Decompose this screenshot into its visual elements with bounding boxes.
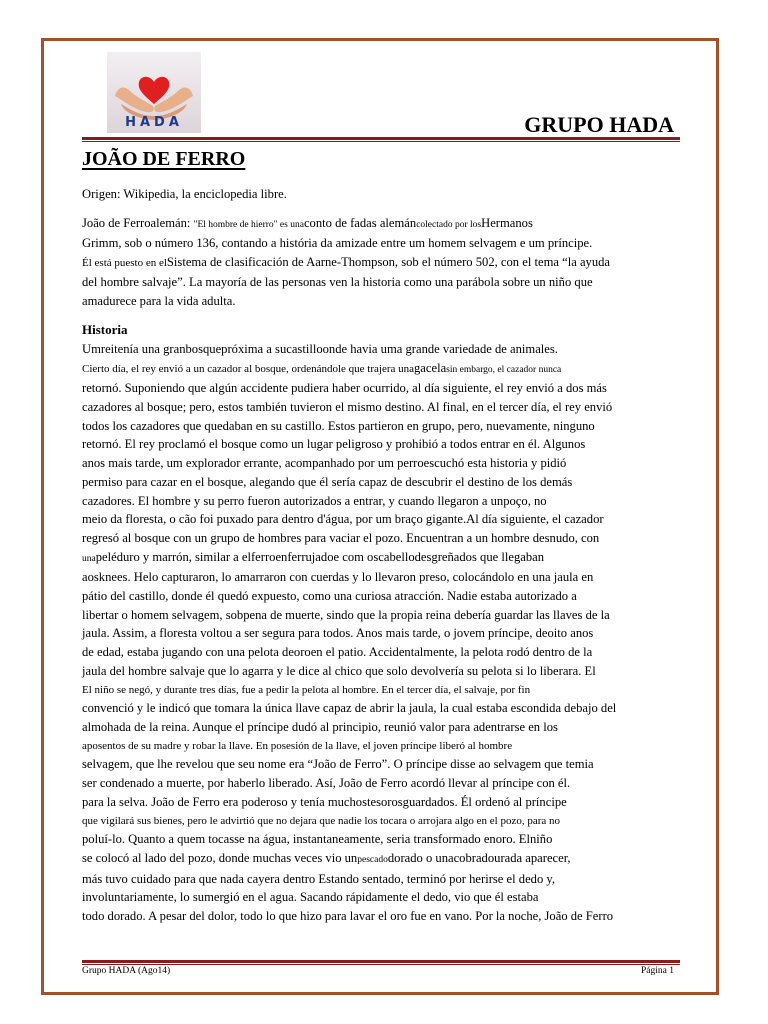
text-run: gacela bbox=[414, 360, 447, 375]
text-line: poluí-lo. Quanto a quem tocasse na água, instantaneamente, seria transformado enoro. Elniño bbox=[82, 832, 553, 847]
text-run: peléduro y marrón, similar a elferroenferrujadoe com oscabellodesgreñados que llegaban bbox=[95, 549, 545, 564]
text-line: permiso para cazar en el bosque, alegando que él sería capaz de descubrir el destino de los demás bbox=[82, 474, 573, 489]
text-line: que vigilará sus bienes, pero le advirtió que no dejara que nadie los tocara o arrojara algo en el pozo, para no bbox=[82, 814, 561, 827]
header-rule-thin bbox=[82, 141, 680, 142]
text-line: aosknees. Helo capturaron, lo amarraron con cuerdas y lo llevaron preso, colocándolo en una jaula en bbox=[82, 570, 594, 585]
text-line: selvagem, que lhe revelou que seu nome era “João de Ferro”. O príncipe disse ao selvagem que temia bbox=[82, 757, 594, 772]
text-line: Umreitenía una granbosquepróxima a sucastilloonde havia uma grande variedade de animales. bbox=[82, 341, 558, 356]
logo-text: HADA bbox=[125, 115, 183, 130]
text-run: Él está puesto en el bbox=[82, 257, 167, 270]
text-run: colectado por los bbox=[416, 219, 482, 230]
text-run: Cierto día, el rey envió a un cazador al bosque, ordenándole que trajera una bbox=[82, 362, 414, 375]
group-title: GRUPO HADA bbox=[524, 112, 674, 137]
text-line: aposentos de su madre y robar la llave. En posesión de la llave, el joven príncipe liberó al hombre bbox=[82, 739, 513, 752]
text-run: Hermanos bbox=[481, 215, 533, 230]
text-run: una bbox=[82, 553, 96, 564]
document-body bbox=[82, 185, 682, 926]
page-number: Página 1 bbox=[641, 966, 674, 976]
text-line: libertar o homem selvagem, sobpena de muerte, sindo que la propia reina debería guardar las llaves de la bbox=[82, 607, 610, 622]
intro-paragraph bbox=[82, 214, 682, 311]
text-line: jaula del hombre salvaje que lo agarra y le dice al chico que solo devolvería su pelota si lo liberara. El bbox=[82, 663, 596, 678]
text-line: todo dorado. A pesar del dolor, todo lo que hizo para lavar el oro fue en vano. Por la noche, João de Ferro bbox=[82, 909, 614, 924]
text-line: del hombre salvaje”. La mayoría de las personas ven la historia como una parábola sobre un niño que bbox=[82, 274, 593, 289]
text-run: conto de fadas alemán bbox=[303, 215, 417, 230]
text-line: retornó. El rey proclamó el bosque como un lugar peligroso y prohibió a todos entrar en él. Algunos bbox=[82, 437, 586, 452]
text-line: más tuvo cuidado para que nada cayera dentro Estando sentado, terminó por herirse el dedo y, bbox=[82, 871, 556, 886]
text-line bbox=[82, 849, 682, 870]
history-heading: Historia bbox=[82, 322, 128, 338]
text-line: pátio del castillo, donde él quedó expuesto, como una curiosa atracción. Nadie estaba autorizado a bbox=[82, 589, 577, 604]
text-line: El niño se negó, y durante tres días, fue a pedir la pelota al hombre. En el tercer día, el salvaje, por fin bbox=[82, 683, 531, 696]
header-rule bbox=[82, 137, 680, 140]
text-line: jaula. Assim, a floresta voltou a ser segura para todos. Anos mais tarde, o jovem príncipe, deoito anos bbox=[82, 626, 594, 641]
text-line: amadurece para la vida adulta. bbox=[82, 293, 236, 308]
origin-line: Origen: Wikipedia, la enciclopedia libre. bbox=[82, 187, 287, 201]
text-line: almohada de la reina. Aunque el príncipe dudó al principio, reunió valor para adentrarse en los bbox=[82, 719, 558, 734]
page-frame bbox=[41, 38, 719, 995]
history-paragraph bbox=[82, 340, 682, 926]
text-line: Grimm, sob o número 136, contando a história da amizade entre um homem selvagem e um príncipe. bbox=[82, 236, 593, 251]
text-line: convenció y le indicó que tomara la única llave capaz de abrir la jaula, la cual estaba escondida debajo del bbox=[82, 701, 617, 716]
text-run: dorado o unacobradourada aparecer, bbox=[387, 850, 571, 865]
text-line: regresó al bosque con un grupo de hombres para vaciar el pozo. Encuentran a un hombre desnudo, con bbox=[82, 530, 600, 545]
text-run: sin embargo, el cazador nunca bbox=[446, 364, 562, 375]
text-line bbox=[82, 214, 682, 235]
text-line: involuntariamente, lo sumergió en el agua. Sacando rápidamente el dedo, vio que él estaba bbox=[82, 890, 539, 905]
text-line: para la selva. João de Ferro era poderoso y tenía muchostesorosguardados. Él ordenó al príncipe bbox=[82, 794, 567, 809]
document-title: JOÃO DE FERRO bbox=[82, 148, 246, 170]
text-run: se colocó al lado del pozo, donde muchas veces vio un bbox=[82, 850, 358, 865]
text-line: anos mais tarde, um explorador errante, acompanhado por um perroescuchó esta historia y pidió bbox=[82, 456, 567, 471]
text-run: pescado bbox=[357, 854, 388, 865]
footer-rule-thin bbox=[82, 964, 680, 965]
text-run: "El hombre de hierro" es una bbox=[193, 219, 304, 230]
text-line: cazadores. El hombre y su perro fueron autorizados a entrar, y cuando llegaron a unpoço, no bbox=[82, 493, 547, 508]
text-line: meio da floresta, o cão foi puxado para dentro d'água, por um braço gigante.Al día siguiente, el cazador bbox=[82, 512, 604, 527]
text-line: todos los cazadores que quedaban en su castillo. Estos partieron en grupo, pero, nuevamente, ninguno bbox=[82, 418, 595, 433]
text-line bbox=[82, 359, 682, 380]
text-run: João de Ferroalemán: bbox=[82, 215, 194, 230]
text-line: cazadores al bosque; pero, estos también tuvieron el mismo destino. Al final, en el tercer día, el rey envió bbox=[82, 400, 613, 415]
text-line bbox=[82, 253, 682, 273]
text-line: retornó. Suponiendo que algún accidente pudiera haber ocurrido, al día siguiente, el rey envió a dos más bbox=[82, 381, 607, 396]
text-line: ser condenado a muerte, por haberlo liberado. Así, João de Ferro acordó llevar al príncipe con él. bbox=[82, 776, 571, 791]
footer-rule bbox=[82, 960, 680, 963]
text-line: de edad, estaba jugando con una pelota deoroen el patio. Accidentalmente, la pelota rodó dentro de la bbox=[82, 645, 593, 660]
text-run: Sistema de clasificación de Aarne-Thompson, sob el número 502, con el tema “la ayuda bbox=[166, 255, 611, 270]
footer-left: Grupo HADA (Ago14) bbox=[82, 966, 171, 976]
text-line bbox=[82, 548, 682, 569]
hada-logo bbox=[107, 52, 201, 133]
